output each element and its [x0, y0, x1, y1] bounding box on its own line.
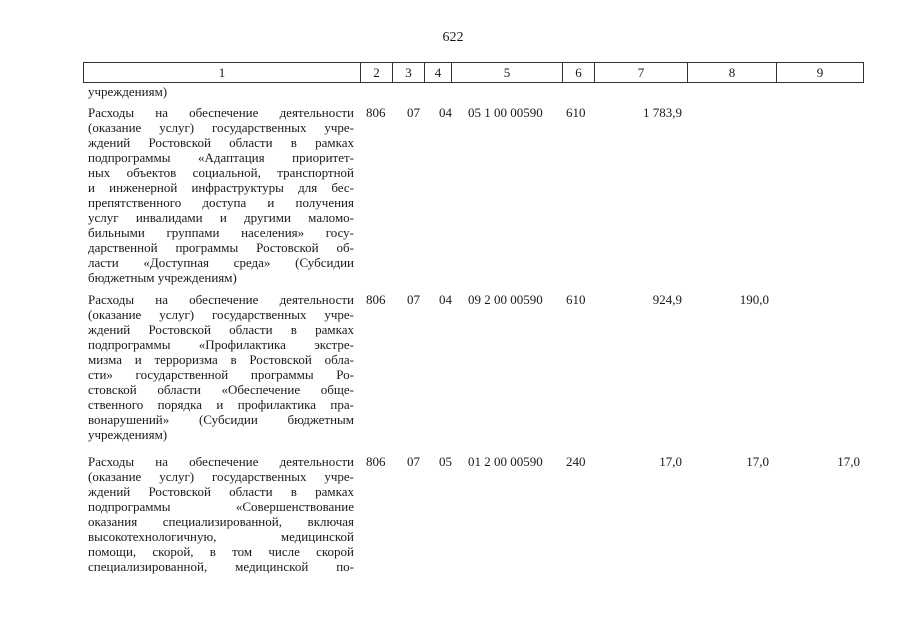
cell-amount-7: 1 783,9	[643, 105, 682, 120]
row-description	[88, 454, 354, 574]
desc-line: и инженерной инфраструктуры для бес-	[88, 180, 354, 195]
cell-amount-8: 190,0	[739, 292, 769, 307]
desc-line: учреждениям)	[88, 427, 168, 442]
desc-line: подпрограммы «Профилактика экстре-	[88, 337, 354, 352]
desc-line: оказания специализированной, включая	[88, 514, 354, 529]
header-col-5: 5	[452, 63, 563, 82]
cell-target-article: 05 1 00 00590	[468, 105, 543, 120]
header-col-1: 1	[84, 63, 361, 82]
cell-ministry: 806	[366, 454, 386, 469]
cell-section: 07	[407, 292, 420, 307]
cell-section: 07	[407, 105, 420, 120]
row-description	[88, 292, 354, 442]
desc-line: ласти «Доступная среда» (Субсидии	[88, 255, 354, 270]
cell-expense-type: 240	[566, 454, 586, 469]
desc-line: помощи, скорой, в том числе скорой	[88, 544, 354, 559]
cell-expense-type: 610	[566, 105, 586, 120]
cell-expense-type: 610	[566, 292, 586, 307]
desc-line: (оказание услуг) государственных учре-	[88, 120, 354, 135]
header-col-3: 3	[393, 63, 425, 82]
desc-line: подпрограммы «Совершенствование	[88, 499, 354, 514]
desc-line: Расходы на обеспечение деятельности	[88, 292, 354, 307]
desc-line: (оказание услуг) государственных учре-	[88, 469, 354, 484]
desc-line: стовской области «Обеспечение обще-	[88, 382, 354, 397]
cell-subsection: 05	[439, 454, 452, 469]
header-col-9: 9	[816, 65, 824, 80]
cell-target-article: 09 2 00 00590	[468, 292, 543, 307]
desc-line: вонарушений» (Субсидии бюджетным	[88, 412, 354, 427]
cell-subsection: 04	[439, 292, 452, 307]
desc-line: специализированной, медицинской по-	[88, 559, 354, 574]
desc-line: бильными группами населения» госу-	[88, 225, 354, 240]
cell-target-article: 01 2 00 00590	[468, 454, 543, 469]
desc-line: Расходы на обеспечение деятельности	[88, 454, 354, 469]
cell-amount-7: 17,0	[659, 454, 682, 469]
desc-line: ственного порядка и профилактика пра-	[88, 397, 354, 412]
table-header	[83, 62, 864, 83]
header-col-4: 4	[425, 63, 452, 82]
cell-amount-7: 924,9	[652, 292, 682, 307]
cell-ministry: 806	[366, 292, 386, 307]
desc-line: подпрограммы «Адаптация приоритет-	[88, 150, 354, 165]
desc-line: дарственной программы Ростовской об-	[88, 240, 354, 255]
desc-line: ждений Ростовской области в рамках	[88, 135, 354, 150]
desc-line: препятственного доступа и получения	[88, 195, 354, 210]
desc-line: бюджетным учреждениям)	[88, 270, 237, 285]
desc-line: мизма и терроризма в Ростовской обла-	[88, 352, 354, 367]
header-col-8: 8	[688, 63, 777, 82]
cell-subsection: 04	[439, 105, 452, 120]
desc-line: ных объектов социальной, транспортной	[88, 165, 354, 180]
desc-line: ждений Ростовской области в рамках	[88, 322, 354, 337]
cell-amount-9: 17,0	[837, 454, 860, 469]
header-col-6: 6	[563, 63, 595, 82]
cell-amount-8: 17,0	[746, 454, 769, 469]
desc-line: ждений Ростовской области в рамках	[88, 484, 354, 499]
cell-ministry: 806	[366, 105, 386, 120]
header-col-2: 2	[361, 63, 393, 82]
header-col-7: 7	[595, 63, 688, 82]
desc-line: Расходы на обеспечение деятельности	[88, 105, 354, 120]
desc-line: сти» государственной программы Ро-	[88, 367, 354, 382]
page-number: 622	[442, 30, 464, 45]
desc-line: (оказание услуг) государственных учре-	[88, 307, 354, 322]
row-description	[88, 105, 354, 285]
desc-line: услуг инвалидами и другими маломо-	[88, 210, 354, 225]
continuation-text: учреждениям)	[88, 84, 168, 99]
cell-section: 07	[407, 454, 420, 469]
desc-line: высокотехнологичную, медицинской	[88, 529, 354, 544]
